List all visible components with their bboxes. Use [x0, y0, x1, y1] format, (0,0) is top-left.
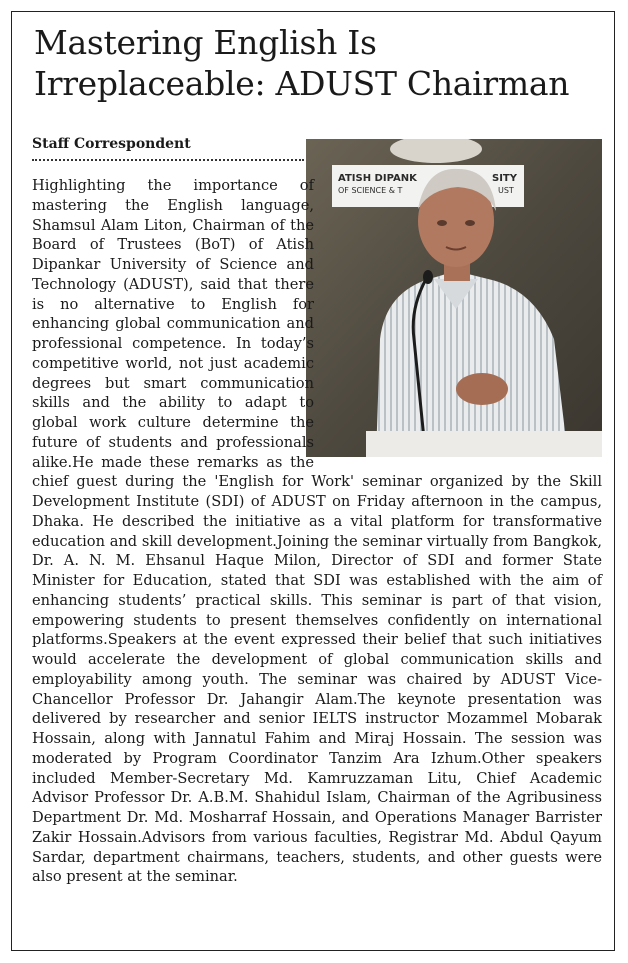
dotted-divider [32, 159, 304, 161]
article-frame [11, 11, 615, 951]
sign-line2: OF SCIENCE & T [338, 186, 403, 195]
article-body [32, 176, 602, 887]
headline: Mastering English Is Irreplaceable: ADUST Chairman [34, 23, 570, 103]
sign-line1: ATISH DIPANK [338, 173, 417, 184]
sign-line1b: SITY [492, 173, 517, 184]
byline: Staff Correspondent [32, 136, 191, 152]
article-body-text: Highlighting the importance of mastering the English language, Shamsul Alam Liton, Chairman of the Board of Trustees (BoT) of Atish Dipankar University of Science and Technology (ADUST), said that there is no alternative to English for enhancing global communication and professional competence. In today’s competitive world, not just academic degrees but smart communication skills and the ability to adapt to global work culture determine the future of students and professionals alike.He made these remarks as the chief guest during the 'English for Work' seminar organized by the Skill Development Institute (SDI) of ADUST on Friday afternoon in the campus, Dhaka. He described the initiative as a vital platform for transformative education and skill development.Joining the seminar virtually from Bangkok, Dr. A. N. M. Ehsanul Haque Milon, Director of SDI and former State Minister for Education, stated that SDI was established with the aim of enhancing students’ practical skills. This seminar is part of that vision, empowering students to present themselves confidently on international platforms.Speakers at the event expressed their belief that such initiatives would accelerate the development of global communication skills and employability among youth. The seminar was chaired by ADUST Vice-Chancellor Professor Dr. Jahangir Alam.The keynote presentation was delivered by researcher and senior IELTS instructor Mozammel Mobarak Hossain, along with Jannatul Fahim and Miraj Hossain. The session was moderated by Program Coordinator Tanzim Ara Izhum.Other speakers included Member-Secretary Md. Kamruzzaman Litu, Chief Academic Advisor Professor Dr. A.B.M. Shahidul Islam, Chairman of the Agribusiness Department Dr. Md. Mosharraf Hossain, and Operations Manager Barrister Zakir Hossain.Advisors from various faculties, Registrar Md. Abdul Qayum Sardar, department chairmans, teachers, students, and other guests were also present at the seminar. [32, 177, 602, 886]
sign-line2b: UST [498, 186, 514, 195]
